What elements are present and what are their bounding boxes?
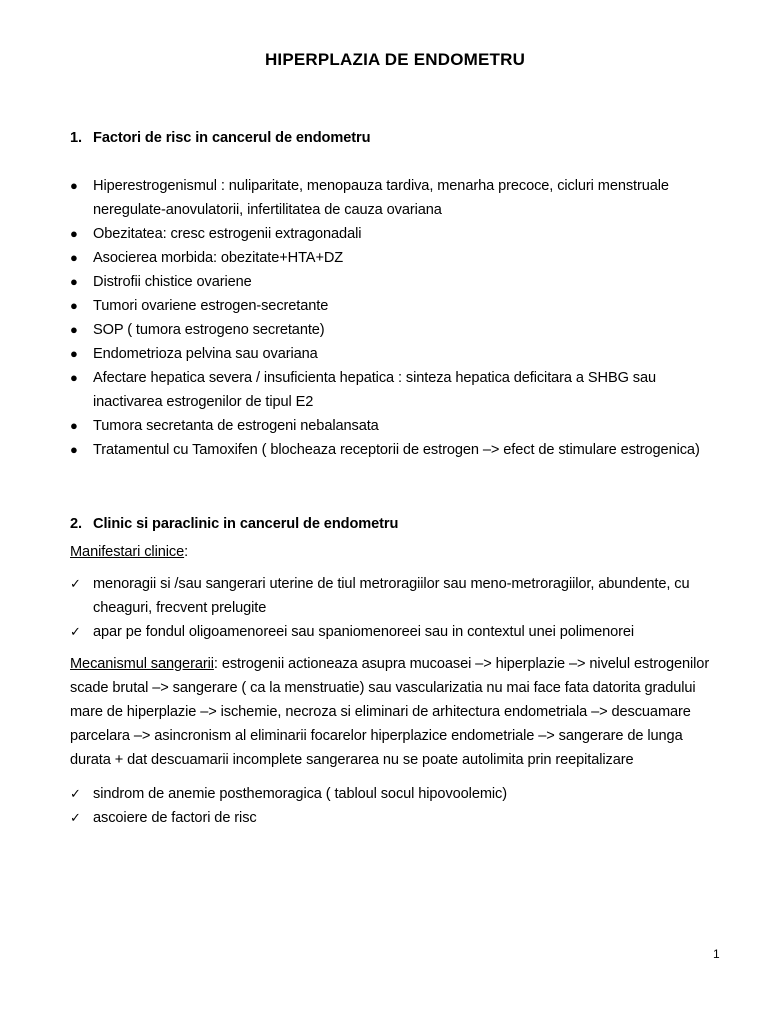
list-item: ● Hiperestrogenismul : nuliparitate, menopauza tardiva, menarha precoce, cicluri menstruale neregulate-anovulatorii, infertilitatea de cauza ovariana xyxy=(70,174,720,222)
checkmark-icon: ✓ xyxy=(70,624,81,639)
list-item: ● Tumora secretanta de estrogeni nebalansata xyxy=(70,414,720,438)
section-1-number: 1. xyxy=(70,130,82,146)
bullet-icon: ● xyxy=(70,442,78,457)
list-item: ● Obezitatea: cresc estrogenii extragonadali xyxy=(70,222,720,246)
bullet-icon: ● xyxy=(70,322,78,337)
bullet-icon: ● xyxy=(70,370,78,385)
bullet-icon: ● xyxy=(70,346,78,361)
section-1-heading-text: Factori de risc in cancerul de endometru xyxy=(93,130,371,146)
section-2-number: 2. xyxy=(70,516,82,532)
manifestari-list xyxy=(70,572,720,644)
manifestari-label: Manifestari clinice xyxy=(70,544,185,560)
mecanism-paragraph xyxy=(70,652,720,772)
spacer xyxy=(70,644,720,652)
spacer xyxy=(70,564,720,572)
checkmark-icon: ✓ xyxy=(70,576,81,591)
document-page xyxy=(70,48,720,830)
checkmark-icon: ✓ xyxy=(70,810,81,825)
list-item: ● Tumori ovariene estrogen-secretante xyxy=(70,294,720,318)
spacer xyxy=(70,772,720,782)
list-item: ● Distrofii chistice ovariene xyxy=(70,270,720,294)
bullet-icon: ● xyxy=(70,418,78,433)
list-item: ● SOP ( tumora estrogeno secretante) xyxy=(70,318,720,342)
list-item: ● Afectare hepatica severa / insuficienta hepatica : sinteza hepatica deficitara a SHBG sau inactivarea estrogenilor de tipul E2 xyxy=(70,366,720,414)
list-item: ● Tratamentul cu Tamoxifen ( blocheaza receptorii de estrogen –> efect de stimulare estrogenica) xyxy=(70,438,720,462)
checkmark-icon: ✓ xyxy=(70,786,81,801)
risk-factor-list xyxy=(70,174,720,462)
list-item: ● Endometrioza pelvina sau ovariana xyxy=(70,342,720,366)
page-number: 1 xyxy=(713,947,720,961)
list-item: ✓ sindrom de anemie posthemoragica ( tabloul socul hipovoolemic) xyxy=(70,782,720,806)
page-title: HIPERPLAZIA DE ENDOMETRU xyxy=(264,50,526,69)
section-2-heading xyxy=(70,512,720,536)
bullet-icon: ● xyxy=(70,298,78,313)
bullet-icon: ● xyxy=(70,178,78,193)
list-item: ● Asocierea morbida: obezitate+HTA+DZ xyxy=(70,246,720,270)
list-item: ✓ ascoiere de factori de risc xyxy=(70,806,720,830)
bullet-icon: ● xyxy=(70,250,78,265)
final-list xyxy=(70,782,720,830)
mecanism-text: : estrogenii actioneaza asupra mucoasei –> hiperplazie –> nivelul estrogenilor scade brutal –> sangerare ( ca la menstruatie) sau vascularizatia nu mai face fata datorita gradului mare de hiperplazie –> ischemie, necroza si eliminari de arhitectura endometriala –> descuamare parcelara –> asincronism al eliminarii focarelor hiperplazice endometriale –> sangerare de lunga durata + dat descuamarii incomplete sangerarea nu se poate autolimita prin reepitalizare xyxy=(70,656,710,768)
manifestari-label-line: Manifestari clinice: xyxy=(70,544,189,560)
list-item: ✓ menoragii si /sau sangerari uterine de tiul metroragiilor sau meno-metroragiilor, abundente, cu cheaguri, frecvent prelugite xyxy=(70,572,720,620)
list-item: ✓ apar pe fondul oligoamenoreei sau spaniomenoreei sau in contextul unei polimenorei xyxy=(70,620,720,644)
spacer xyxy=(70,150,720,174)
bullet-icon: ● xyxy=(70,226,78,241)
mecanism-label: Mecanismul sangerarii xyxy=(70,656,214,672)
spacer xyxy=(70,72,720,126)
bullet-icon: ● xyxy=(70,274,78,289)
spacer xyxy=(70,462,720,512)
section-1-heading xyxy=(70,126,720,150)
section-2-heading-text: Clinic si paraclinic in cancerul de endometru xyxy=(93,516,399,532)
